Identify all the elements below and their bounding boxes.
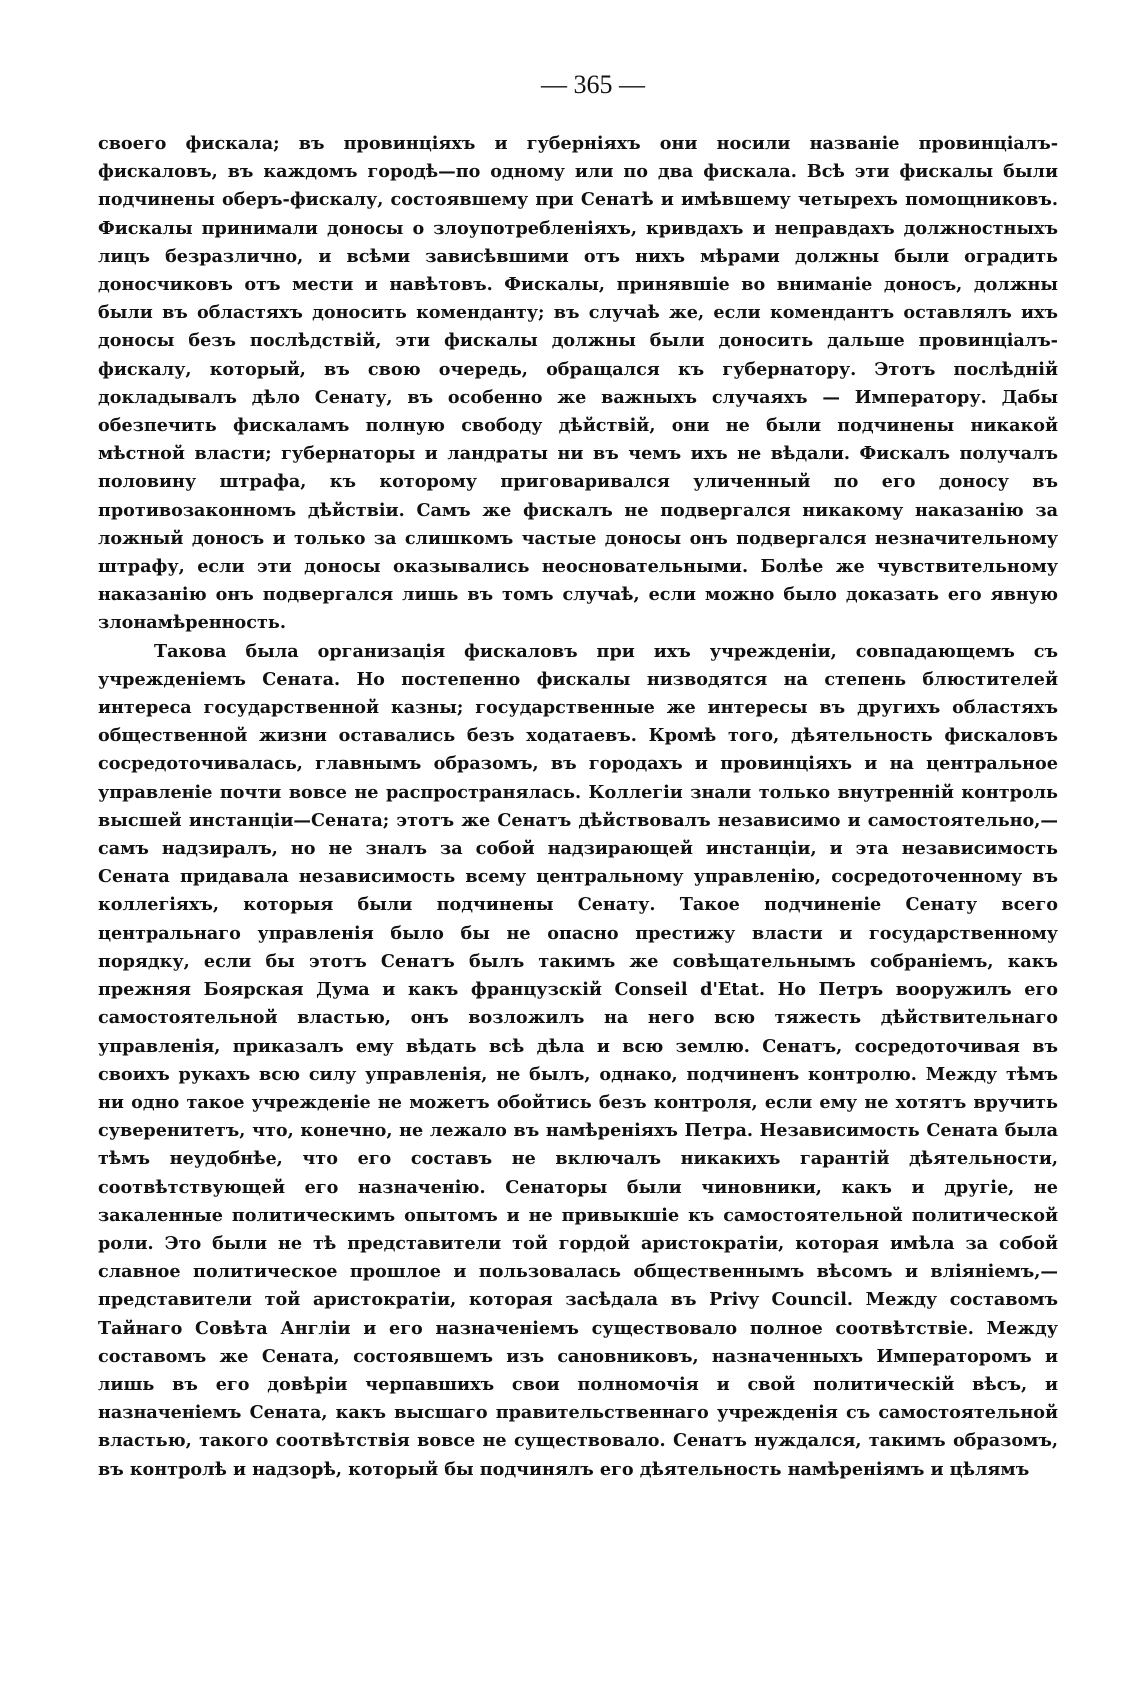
page-number: — 365 —: [541, 70, 645, 99]
paragraph-1: своего фискала; въ провинціяхъ и губерніяхъ они носили названіе провинціалъ-фискаловъ, въ каждомъ городѣ—по одному или по два фискала. Всѣ эти фискалы были подчинены оберъ-фискалу, состоявшему при Сенатѣ и имѣвшему четырехъ помощниковъ. Фискалы принимали доносы о злоупотребленіяхъ, кривдахъ и неправдахъ должностныхъ лицъ безразлично, и всѣми зависѣвшими отъ нихъ мѣрами должны были оградить доносчиковъ отъ мести и навѣтовъ. Фискалы, принявшіе во вниманіе доносъ, должны были въ областяхъ доносить коменданту; въ случаѣ же, если комендантъ оставлялъ ихъ доносы безъ послѣдствій, эти фискалы должны были доносить дальше провинціалъ-фискалу, который, въ свою очередь, обращался къ губернатору. Этотъ послѣдній докладывалъ дѣло Сенату, въ особенно же важныхъ случаяхъ — Императору. Дабы обезпечить фискаламъ полную свободу дѣйствій, они не были подчинены никакой мѣстной власти; губернаторы и ландраты ни въ чемъ ихъ не вѣдали. Фискалъ получалъ половину штрафа, къ которому приговаривался уличенный по его доносу въ противозаконномъ дѣйствіи. Самъ же фискалъ не подвергался никакому наказанію за ложный доносъ и только за слишкомъ частые доносы онъ подвергался незначительному штрафу, если эти доносы оказывались неосновательными. Болѣе же чувствительному наказанію онъ подвергался лишь въ томъ случаѣ, если можно было доказать его явную злонамѣренность.: [98, 133, 1058, 634]
paragraph-2: Такова была организація фискаловъ при ихъ учрежденіи, совпадающемъ съ учрежденіемъ Сената. Но постепенно фискалы низводятся на степень блюстителей интереса государственной казны; государственные же интересы въ другихъ областяхъ общественной жизни оставались безъ ходатаевъ. Кромѣ того, дѣятельность фискаловъ сосредоточивалась, главнымъ образомъ, въ городахъ и провинціяхъ и на центральное управленіе почти вовсе не распространялась. Коллегіи знали только внутренній контроль высшей инстанціи—Сената; этотъ же Сенатъ дѣйствовалъ независимо и самостоятельно,—самъ надзиралъ, но не зналъ за собой надзирающей инстанціи, и эта независимость Сената придавала независимость всему центральному управленію, сосредоточенному въ коллегіяхъ, которыя были подчинены Сенату. Такое подчиненіе Сенату всего центральнаго управленія было бы не опасно престижу власти и государственному порядку, если бы этотъ Сенатъ былъ такимъ же совѣщательнымъ собраніемъ, какъ прежняя Боярская Дума и какъ французскій Conseil d'Etat. Но Петръ вооружилъ его самостоятельной властью, онъ возложилъ на него всю тяжесть дѣйствительнаго управленія, приказалъ ему вѣдать всѣ дѣла и всю землю. Сенатъ, сосредоточивая въ своихъ рукахъ всю силу управленія, не былъ, однако, подчиненъ контролю. Между тѣмъ ни одно такое учрежденіе не можетъ обойтись безъ контроля, если ему не хотятъ вручить суверенитетъ, что, конечно, не лежало въ намѣреніяхъ Петра. Независимость Сената была тѣмъ неудобнѣе, что его составъ не включалъ никакихъ гарантій дѣятельности, соотвѣтствующей его назначенію. Сенаторы были чиновники, какъ и другіе, не закаленные политическимъ опытомъ и не привыкшіе къ самостоятельной политической роли. Это были не тѣ представители той гордой аристократіи, которая имѣла за собой славное политическое прошлое и пользовалась общественнымъ вѣсомъ и вліяніемъ,—представители той аристократіи, которая засѣдала въ Privy Council. Между составомъ Тайнаго Совѣта Англіи и его назначеніемъ существовало полное соотвѣтствіе. Между составомъ же Сената, состоявшемъ изъ сановниковъ, назначенныхъ Императоромъ и лишь въ его довѣріи черпавшихъ свои полномочія и свой политическій вѣсъ, и назначеніемъ Сената, какъ высшаго правительственнаго учрежденія съ самостоятельной властью, такого соотвѣтствія вовсе не существовало. Сенатъ нуждался, такимъ образомъ, въ контролѣ и надзорѣ, который бы подчинялъ его дѣятельность намѣреніямъ и цѣлямъ: [98, 640, 1058, 1480]
body-text: [98, 130, 1058, 1484]
